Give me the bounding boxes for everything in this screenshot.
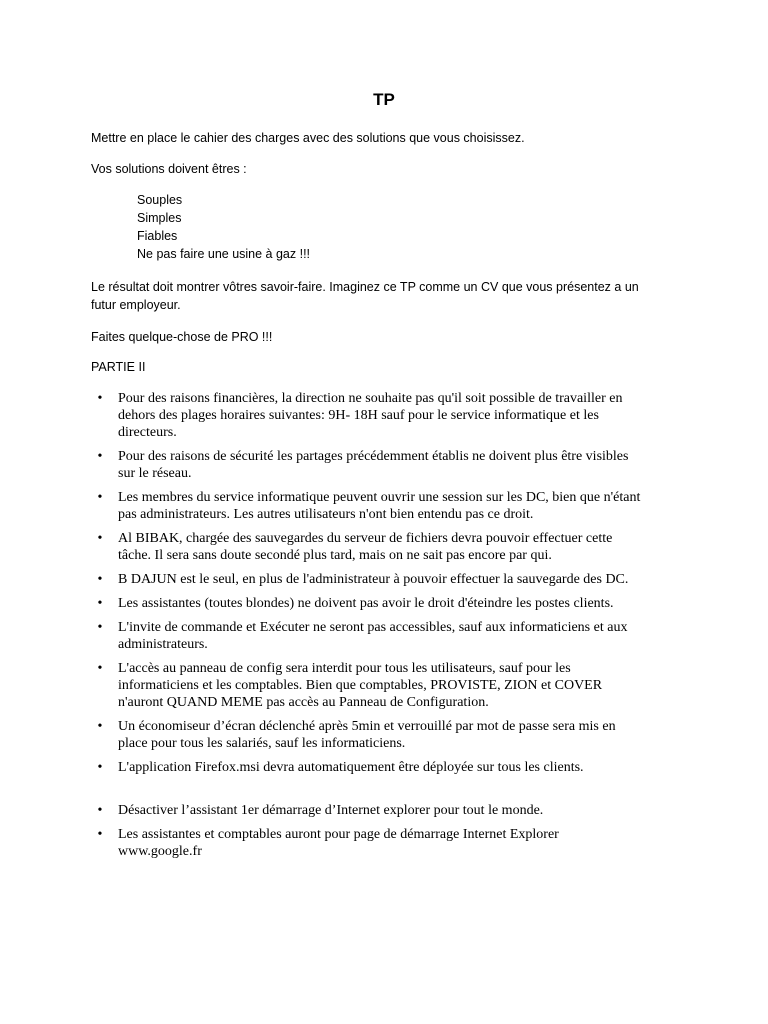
- document-title: TP: [373, 90, 395, 109]
- list-item-text: L'application Firefox.msi devra automatiquement être déployée sur tous les clients.: [118, 760, 584, 775]
- list-item: [91, 718, 643, 752]
- bullet-icon: •: [97, 490, 103, 505]
- list-item-text: Les membres du service informatique peuvent ouvrir une session sur les DC, bien que n'étant pas administrateurs. Les autres utilisateurs n'ont bien entendu pas ce droit.: [118, 490, 641, 522]
- bullet-icon: •: [97, 719, 103, 734]
- list-item-text: B DAJUN est le seul, en plus de l'administrateur à pouvoir effectuer la sauvegarde des DC.: [118, 572, 629, 587]
- bullet-icon: •: [97, 620, 103, 635]
- bullet-icon: •: [97, 572, 103, 587]
- part-heading: PARTIE II: [91, 360, 146, 374]
- requirements-lead: Vos solutions doivent êtres :: [91, 162, 247, 176]
- list-item-text: L'accès au panneau de config sera interdit pour tous les utilisateurs, sauf pour les informaticiens et les comptables. Bien que comptables, PROVISTE, ZION et COVER n'auront QUAND MEME pas accès au Panneau de Configuration.: [118, 661, 603, 710]
- list-item: [91, 489, 643, 523]
- list-item: [91, 448, 643, 482]
- instructions-list: [91, 390, 671, 867]
- list-item: [91, 660, 643, 711]
- requirement-item: Ne pas faire une usine à gaz !!!: [137, 247, 311, 261]
- result-text: Le résultat doit montrer vôtres savoir-faire. Imaginez ce TP comme un CV que vous présentez a un futur employeur.: [91, 280, 639, 312]
- bullet-icon: •: [97, 391, 103, 406]
- list-item: [91, 571, 643, 588]
- list-item: [91, 595, 643, 612]
- list-item: [91, 759, 643, 776]
- list-item-text: Les assistantes (toutes blondes) ne doivent pas avoir le droit d'éteindre les postes clients.: [118, 596, 614, 611]
- list-item: [91, 619, 643, 653]
- pro-text: Faites quelque-chose de PRO !!!: [91, 330, 273, 344]
- requirement-item: Simples: [137, 211, 182, 225]
- intro-text: Mettre en place le cahier des charges avec des solutions que vous choisissez.: [91, 131, 525, 145]
- list-item-text: Al BIBAK, chargée des sauvegardes du serveur de fichiers devra pouvoir effectuer cette tâche. Il sera sans doute secondé plus tard, mais on ne sait pas encore par qui.: [118, 531, 613, 563]
- list-item-text: Pour des raisons de sécurité les partages précédemment établis ne doivent plus être visibles sur le réseau.: [118, 449, 629, 481]
- bullet-icon: •: [97, 661, 103, 676]
- list-item-text: Les assistantes et comptables auront pour page de démarrage Internet Explorer www.google.fr: [118, 827, 559, 859]
- bullet-icon: •: [97, 596, 103, 611]
- list-item-text: Désactiver l’assistant 1er démarrage d’Internet explorer pour tout le monde.: [118, 803, 544, 818]
- list-item: [91, 802, 643, 819]
- requirement-item: Souples: [137, 193, 183, 207]
- bullet-icon: •: [97, 531, 103, 546]
- bullet-icon: •: [97, 827, 103, 842]
- requirement-item: Fiables: [137, 229, 178, 243]
- bullet-icon: •: [97, 449, 103, 464]
- list-item-text: Pour des raisons financières, la direction ne souhaite pas qu'il soit possible de travailler en dehors des plages horaires suivantes: 9H- 18H sauf pour le service informatique et les directeurs.: [118, 391, 623, 440]
- list-item-text: Un économiseur d’écran déclenché après 5min et verrouillé par mot de passe sera mis en place pour tous les salariés, sauf les informaticiens.: [118, 719, 616, 751]
- list-item: [91, 390, 643, 441]
- bullet-icon: •: [97, 803, 103, 818]
- list-item: [91, 530, 643, 564]
- requirements-list: [137, 191, 310, 263]
- list-item: [91, 826, 643, 860]
- bullet-icon: •: [97, 760, 103, 775]
- list-item-text: L'invite de commande et Exécuter ne seront pas accessibles, sauf aux informaticiens et aux administrateurs.: [118, 620, 628, 652]
